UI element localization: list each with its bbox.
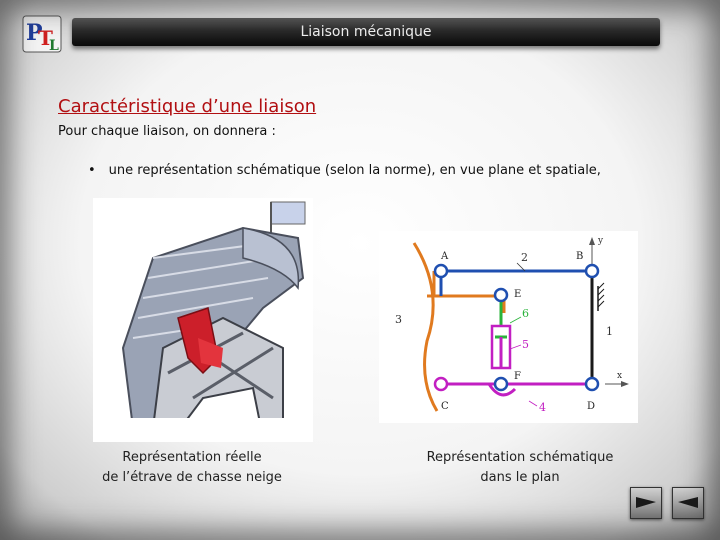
triangle-left-icon — [673, 488, 703, 518]
schema-caption-line2: dans le plan — [480, 470, 560, 485]
photo-caption-line2: de l’étrave de chasse neige — [102, 470, 282, 485]
photo-caption — [92, 448, 292, 488]
schema-caption — [410, 448, 630, 488]
label-4: 4 — [539, 401, 546, 414]
label-C: C — [441, 401, 449, 412]
kinematic-schema — [379, 231, 638, 423]
label-3: 3 — [395, 313, 402, 326]
snowplow-image — [93, 198, 313, 442]
triangle-right-icon — [631, 488, 661, 518]
label-A: A — [441, 251, 449, 262]
intro-text: Pour chaque liaison, on donnera : — [58, 124, 276, 139]
section-heading: Caractéristique d’une liaison — [58, 96, 317, 117]
label-D: D — [587, 401, 596, 412]
label-1: 1 — [606, 325, 613, 338]
schema-caption-line1: Représentation schématique — [426, 450, 614, 465]
slide-title: Liaison mécanique — [300, 24, 432, 40]
label-E: E — [514, 289, 522, 300]
title-bar — [72, 18, 660, 46]
photo-caption-line1: Représentation réelle — [122, 450, 262, 465]
axis-x-label: x — [617, 371, 623, 381]
next-slide-button[interactable] — [630, 487, 662, 519]
svg-text:T: T — [38, 26, 53, 50]
label-6: 6 — [522, 307, 529, 320]
bullet-item — [88, 163, 601, 178]
label-F: F — [514, 371, 521, 382]
bullet-dot: • — [88, 163, 96, 178]
label-B: B — [576, 251, 584, 262]
bullet-text: une représentation schématique (selon la norme), en vue plane et spatiale, — [108, 163, 601, 178]
ptl-logo — [22, 14, 64, 54]
label-2: 2 — [521, 251, 528, 264]
axis-y-label: y — [598, 236, 604, 246]
svg-text:L: L — [49, 38, 59, 54]
prev-slide-button[interactable] — [672, 487, 704, 519]
label-5: 5 — [522, 338, 529, 351]
svg-text:P: P — [26, 20, 43, 46]
